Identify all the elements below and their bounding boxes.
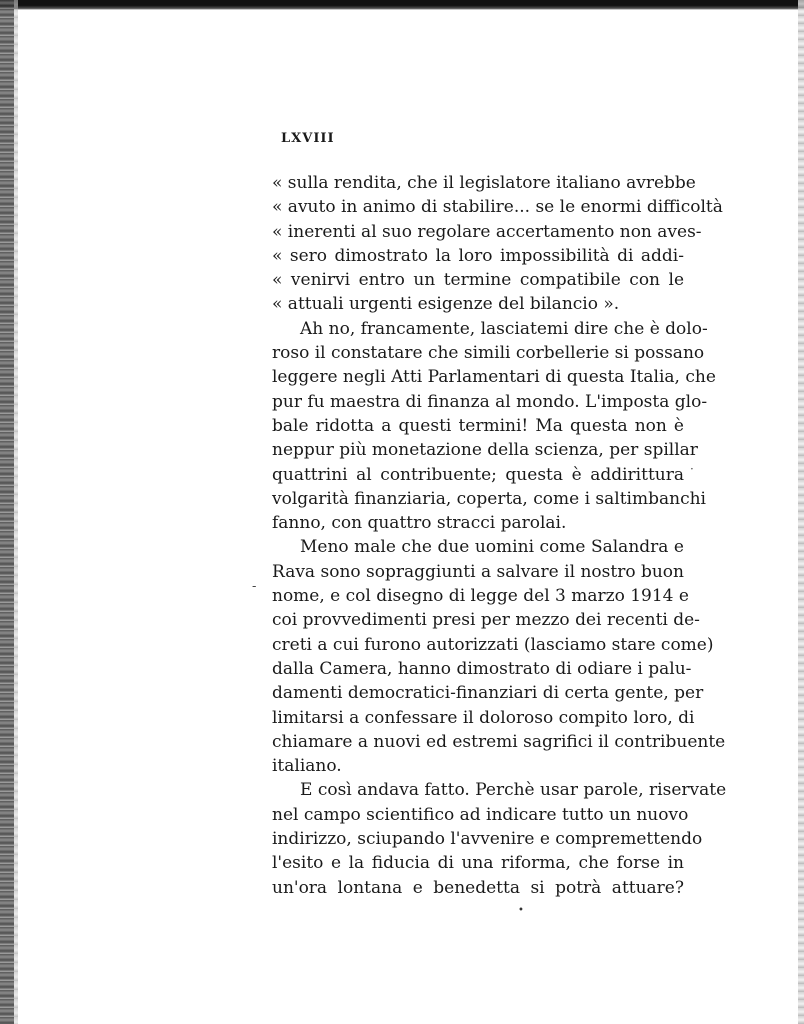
scan-left-binding-edge	[0, 0, 14, 1024]
paragraph-start: E così andava fatto. Perchè usar parole, riservate	[300, 780, 727, 801]
text-line: « venirvi entro un termine compatibile con le	[272, 270, 684, 291]
text-line: coi provvedimenti presi per mezzo dei recenti de-	[272, 610, 700, 631]
text-line: « avuto in animo di stabilire... se le enormi difficoltà	[272, 197, 723, 218]
text-line: « inerenti al suo regolare accertamento non aves-	[272, 221, 702, 242]
text-line: chiamare a nuovi ed estremi sagrifici il contribuente	[272, 731, 726, 752]
text-line: damenti democratici-finanziari di certa gente, per	[272, 683, 704, 704]
text-line: nel campo scientifico ad indicare tutto un nuovo	[272, 804, 689, 825]
scan-top-border	[0, 0, 804, 10]
scan-right-edge	[798, 0, 804, 1024]
text-line: bale ridotta a questi termini! Ma questa non è	[272, 415, 684, 436]
text-line: un'ora lontana e benedetta si potrà attuare?	[272, 877, 684, 898]
text-line: pur fu maestra di finanza al mondo. L'imposta glo-	[272, 391, 708, 412]
paragraph-start: Meno male che due uomini come Salandra e	[300, 537, 684, 558]
page-number-header: LXVIII	[281, 131, 335, 146]
paragraph-start: Ah no, francamente, lasciatemi dire che è dolo-	[300, 318, 708, 339]
text-line: nome, e col disegno di legge del 3 marzo 1914 e	[272, 586, 689, 607]
text-line: Rava sono sopraggiunti a salvare il nostro buon	[272, 561, 684, 582]
text-line: l'esito e la fiducia di una riforma, che forse in	[272, 853, 684, 874]
body-text	[272, 171, 727, 900]
text-line: « attuali urgenti esigenze del bilancio ».	[272, 294, 620, 315]
margin-speck: ·	[690, 462, 694, 476]
text-line: limitarsi a confessare il doloroso compito loro, di	[272, 707, 695, 728]
text-line: neppur più monetazione della scienza, per spillar	[272, 440, 698, 461]
text-line: italiano.	[272, 756, 342, 777]
text-line: « sero dimostrato la loro impossibilità di addi-	[272, 245, 684, 266]
scan-left-binding-shadow	[14, 0, 18, 1024]
text-line: dalla Camera, hanno dimostrato di odiare i palu-	[272, 658, 692, 679]
margin-mark: -	[252, 579, 257, 594]
text-line: quattrini al contribuente; questa è addirittura	[272, 464, 684, 485]
text-line: « sulla rendita, che il legislatore italiano avrebbe	[272, 173, 696, 193]
text-line: indirizzo, sciupando l'avvenire e compremettendo	[272, 829, 703, 850]
text-line: volgarità finanziaria, coperta, come i saltimbanchi	[272, 488, 706, 509]
text-line: creti a cui furono autorizzati (lasciamo stare come)	[272, 634, 714, 655]
page-speck: •	[518, 905, 524, 916]
text-line: roso il constatare che simili corbellerie si possano	[272, 343, 705, 364]
text-line: leggere negli Atti Parlamentari di questa Italia, che	[272, 367, 716, 388]
text-line: fanno, con quattro stracci parolai.	[272, 513, 567, 534]
